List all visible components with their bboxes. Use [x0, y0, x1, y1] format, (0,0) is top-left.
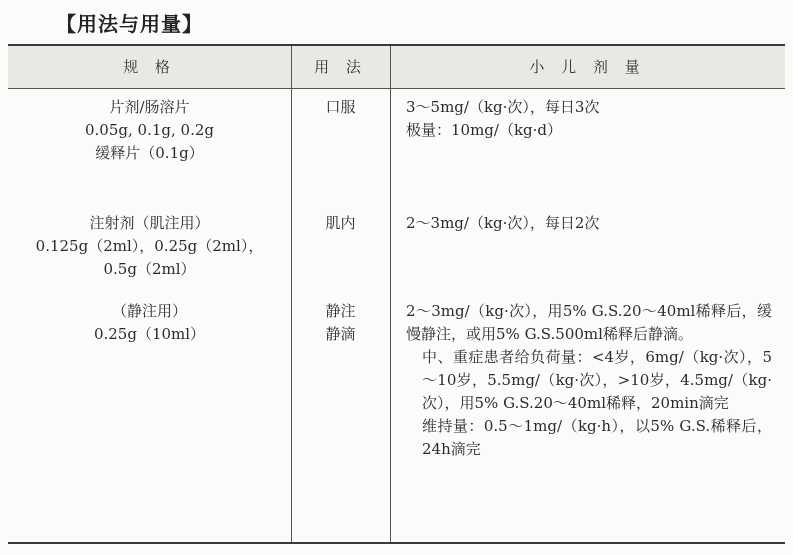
spec-line: （静注用） [111, 302, 187, 320]
dose-cell-im [406, 212, 772, 235]
dose-line: 2～3mg/（kg·次），每日2次 [406, 214, 600, 232]
section-title: 【用法与用量】 [56, 12, 203, 36]
table-header [8, 46, 785, 89]
dose-line: 极量：10mg/（kg·d） [406, 121, 563, 139]
dose-paragraph: 2～3mg/（kg·次），用5% G.S.20～40ml稀释后，缓慢静注，或用5% G.S.500ml稀释后静滴。 [406, 302, 772, 343]
route-cell-iv [291, 300, 390, 346]
route-line: 口服 [325, 98, 356, 116]
spec-cell-tablets [8, 96, 291, 165]
spec-line: 片剂/肠溶片 [109, 98, 190, 116]
spec-line: 0.05g, 0.1g, 0.2g [85, 121, 214, 139]
dose-line: 3～5mg/（kg·次），每日3次 [406, 98, 600, 116]
header-route: 用 法 [314, 58, 367, 76]
column-divider [390, 46, 391, 542]
header-dose: 小 儿 剂 量 [529, 58, 646, 76]
spec-cell-iv [8, 300, 291, 346]
route-cell-im [291, 212, 390, 235]
header-spec: 规 格 [123, 58, 176, 76]
dose-paragraph: 维持量：0.5～1mg/（kg·h），以5% G.S.稀释后，24h滴完 [422, 417, 772, 458]
route-line: 静注 [325, 302, 356, 320]
route-line: 静滴 [325, 325, 356, 343]
dose-cell-iv [406, 300, 772, 461]
column-divider [291, 46, 292, 542]
route-line: 肌内 [325, 214, 356, 232]
dose-paragraph: 中、重症患者给负荷量：<4岁，6mg/（kg·次），5～10岁，5.5mg/（kg·次），>10岁，4.5mg/（kg·次），用5% G.S.20～40ml稀释，20min滴完 [422, 348, 772, 412]
spec-cell-im [8, 212, 291, 281]
dosage-table [8, 44, 785, 544]
spec-line: 0.25g（10ml） [93, 325, 206, 343]
spec-line: 注射剂（肌注用） [89, 214, 210, 232]
dose-cell-oral [406, 96, 772, 142]
spec-line: 缓释片（0.1g） [95, 144, 204, 162]
spec-line: 0.125g（2ml），0.25g（2ml）， [35, 237, 264, 255]
route-cell-oral [291, 96, 390, 119]
spec-line: 0.5g（2ml） [103, 260, 196, 278]
